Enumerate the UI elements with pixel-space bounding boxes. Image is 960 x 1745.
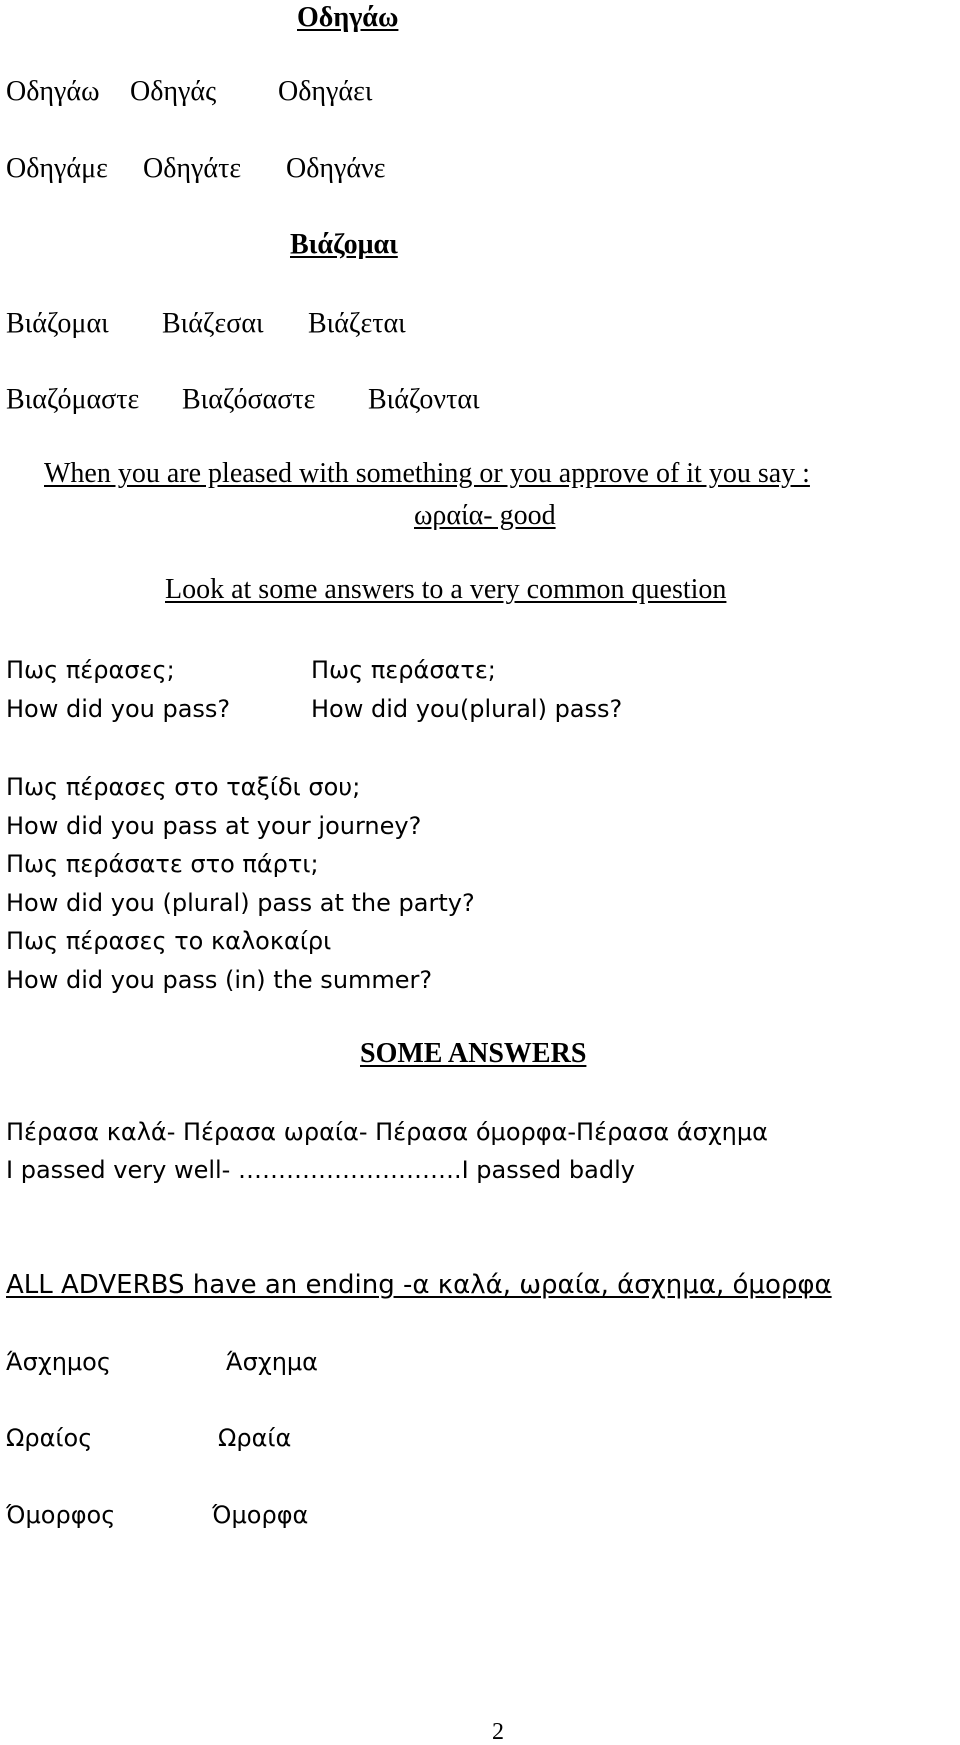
adjective-1: Άσχημος: [6, 1348, 111, 1376]
conj2-word-2: Βιάζεσαι: [162, 308, 264, 339]
conj1-word-1: Οδηγάω: [6, 76, 100, 107]
example-3-english: How did you pass (in) the summer?: [6, 966, 433, 994]
conj1-word-4: Οδηγάμε: [6, 153, 108, 184]
conj2-word-5: Βιαζόσαστε: [182, 384, 316, 415]
adverbs-line: ALL ADVERBS have an ending -α καλά, ωραία, άσχημα, όμορφα: [6, 1270, 832, 1300]
adverb-3: Όμορφα: [212, 1501, 309, 1529]
question-left-greek: Πως πέρασες;: [6, 656, 175, 684]
example-1-greek: Πως πέρασες στο ταξίδι σου;: [6, 773, 361, 801]
example-1-english: How did you pass at your journey?: [6, 812, 422, 840]
note-line-2: ωραία- good: [414, 500, 556, 531]
answers-english: I passed very well- ……………………….I passed badly: [6, 1156, 635, 1184]
conj1-word-5: Οδηγάτε: [143, 153, 242, 184]
conj1-word-6: Οδηγάνε: [286, 153, 386, 184]
heading-viazomai: Βιάζομαι: [290, 229, 398, 260]
adjective-2: Ωραίος: [6, 1424, 93, 1452]
conj2-word-4: Βιαζόμαστε: [6, 384, 140, 415]
adjective-3: Όμορφος: [6, 1501, 116, 1529]
heading-odigao: Οδηγάω: [297, 2, 399, 33]
conj2-word-3: Βιάζεται: [308, 308, 406, 339]
answers-greek: Πέρασα καλά- Πέρασα ωραία- Πέρασα όμορφα-Πέρασα άσχημα: [6, 1118, 768, 1146]
conj2-word-1: Βιάζομαι: [6, 308, 109, 339]
answers-heading: SOME ANSWERS: [360, 1038, 587, 1069]
conj1-word-3: Οδηγάει: [278, 76, 373, 107]
look-at-line: Look at some answers to a very common question: [165, 574, 727, 605]
question-left-english: How did you pass?: [6, 695, 231, 723]
conj2-word-6: Βιάζονται: [368, 384, 480, 415]
page-number: 2: [492, 1719, 504, 1745]
adverb-2: Ωραία: [218, 1424, 292, 1452]
example-3-greek: Πως πέρασες το καλοκαίρι: [6, 927, 332, 955]
adverb-1: Άσχημα: [226, 1348, 318, 1376]
question-right-greek: Πως περάσατε;: [311, 656, 496, 684]
note-line-1: When you are pleased with something or you approve of it you say :: [44, 458, 810, 489]
example-2-greek: Πως περάσατε στο πάρτι;: [6, 850, 319, 878]
example-2-english: How did you (plural) pass at the party?: [6, 889, 475, 917]
question-right-english: How did you(plural) pass?: [311, 695, 623, 723]
conj1-word-2: Οδηγάς: [130, 76, 217, 107]
